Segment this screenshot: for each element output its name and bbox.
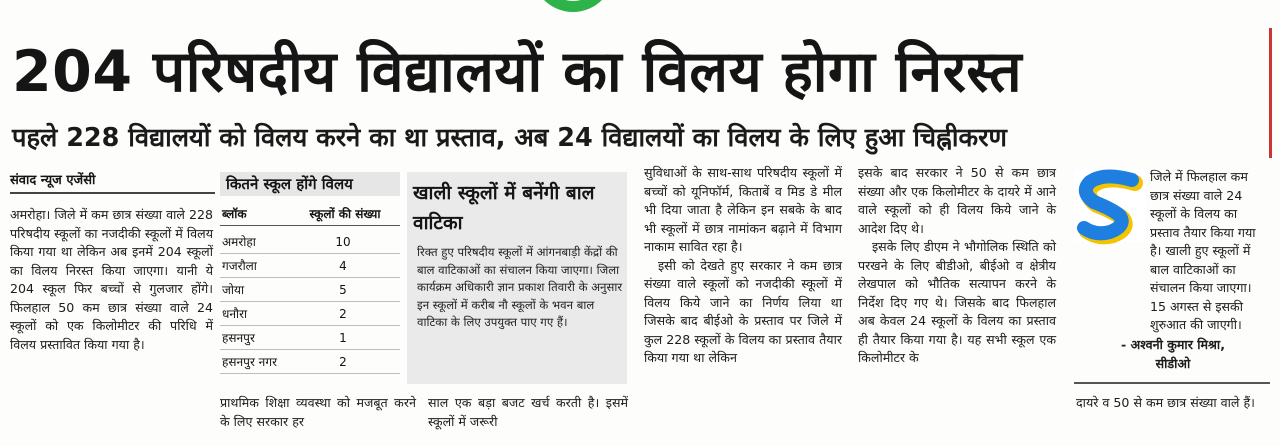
quote-title: सीडीओ: [1155, 355, 1191, 371]
article-column-4: [858, 164, 1056, 434]
table-header-count: स्कूलों की संख्या: [309, 207, 381, 221]
subheadline: पहले 228 विद्यालयों को विलय करने का था प्रस्ताव, अब 24 विद्यालयों का विलय के लिए हुआ चिह्नीकरण: [12, 123, 1007, 153]
sidebar-title: खाली स्कूलों में बनेंगी बाल वाटिका: [413, 182, 595, 234]
table-row: [220, 350, 400, 374]
edge-rule: [1269, 28, 1272, 158]
paragraph: सुविधाओं के साथ-साथ परिषदीय स्कूलों में बच्चों को यूनिफॉर्म, किताबें व मिड डे मील भी दिया जाता है लेकिन इन सबके के बाद भी स्कूलों में छात्र नामांकन बढ़ाने में विभाग नाकाम सावित रहा है।: [644, 165, 842, 254]
block-name: धनौरा: [222, 307, 248, 321]
paragraph: दायरे व 50 से कम छात्र संख्या वाले हैं।: [1076, 395, 1255, 410]
block-name: गजरौला: [222, 259, 257, 273]
article-bottom-right: [428, 394, 628, 434]
block-name: हसनपुर नगर: [222, 355, 278, 369]
article-bottom-left: [220, 394, 416, 434]
paragraph: साल एक बड़ा बजट खर्च करती है। इसमें स्कूलों में जरूरी: [428, 395, 628, 429]
school-count: 5: [339, 283, 347, 297]
table-title: कितने स्कूल होंगे विलय: [220, 172, 400, 196]
article-column-5-bottom: [1076, 394, 1270, 434]
quote-top: [1150, 168, 1270, 332]
brand-logo-arc: [532, 0, 614, 12]
paragraph: इसके लिए डीएम ने भौगोलिक स्थिति को परखने के लिए बीडीओ, बीईओ व क्षेत्रीय लेखपाल को भौतिक सत्यापन करने के निर्देश दिए गए थे। जिसके बाद फिलहाल अब केवल 24 स्कूलों के विलय का प्रस्ताव ही तैयार किया गया है। यह सभी स्कूल एक किलोमीटर के: [858, 239, 1056, 365]
s-quote-logo: [1074, 170, 1146, 242]
merger-table: [220, 172, 400, 380]
table-row: [220, 326, 400, 350]
paragraph: इसी को देखते हुए सरकार ने कम छात्र संख्या वाले स्कूलों को नजदीकी स्कूलों में विलय किये जाने का निर्णय लिया था जिसके बाद बीईओ के प्रस्ताव पर जिले में कुल 228 स्कूलों के विलय का प्रस्ताव तैयार किया गया था लेकिन: [644, 257, 842, 365]
table-row: [220, 278, 400, 302]
article-column-1: [10, 206, 213, 432]
quote-divider: [1074, 382, 1270, 384]
table-header-row: [220, 202, 400, 226]
paragraph: अमरोहा। जिले में कम छात्र संख्या वाले 228 परिषदीय स्कूलों का नजदीकी स्कूलों में विलय किया गया था लेकिन अब इनमें 204 स्कूलों का विलय निरस्त किया जाएगा। यानी ये 204 स्कूल फिर बच्चों से गुलजार होंगे। फिलहाल 50 कम छात्र संख्या वाले 24 स्कूलों को एक किलोमीटर की परिधि में विलय प्रस्तावित किया गया है।: [10, 207, 213, 352]
quote-text: जिले में फिलहाल कम छात्र संख्या वाले 24 स्कूलों के विलय का प्रस्ताव तैयार किया गया है। खाली हुए स्कूलों में बाल वाटिकाओं का संचालन किया जाएगा। 15 अगस्त से इसकी शुरुआत की जाएगी।: [1150, 169, 1256, 332]
byline: संवाद न्यूज एजेंसी: [10, 173, 96, 188]
table-row: [220, 302, 400, 326]
table-header-block: ब्लॉक: [222, 207, 247, 221]
article-column-3: [644, 164, 842, 434]
block-name: हसनपुर: [222, 331, 255, 345]
school-count: 2: [339, 355, 347, 369]
school-count: 10: [335, 235, 351, 249]
school-count: 4: [339, 259, 347, 273]
quote-attribution: [1076, 336, 1270, 376]
block-name: अमरोहा: [222, 235, 256, 249]
sidebar-body: रिक्त हुए परिषदीय स्कूलों में आंगनबाड़ी केंद्रों की बाल वाटिकाओं का संचालन किया जाएगा। जिला कार्यक्रम अधिकारी ज्ञान प्रकाश तिवारी के अनुसार इन स्कूलों में करीब नौ स्कूलों के भवन बाल वाटिका के लिए उपयुक्त पाए गए हैं।: [417, 245, 623, 330]
paragraph: इसके बाद सरकार ने 50 से कम छात्र संख्या और एक किलोमीटर के दायरे में आने वाले स्कूलों को ही विलय किये जाने के आदेश दिए थे।: [858, 165, 1056, 236]
byline-divider: [10, 192, 215, 194]
school-count: 2: [339, 307, 347, 321]
paragraph: प्राथमिक शिक्षा व्यवस्था को मजबूत करने के लिए सरकार हर: [220, 395, 416, 429]
block-name: जोया: [222, 283, 245, 297]
table-row: [220, 254, 400, 278]
school-count: 1: [339, 331, 347, 345]
sidebar-box: [407, 172, 627, 384]
quote-name: - अश्वनी कुमार मिश्रा,: [1121, 337, 1225, 352]
headline: 204 परिषदीय विद्यालयों का विलय होगा निरस्त: [12, 39, 1023, 105]
table-row: [220, 230, 400, 254]
